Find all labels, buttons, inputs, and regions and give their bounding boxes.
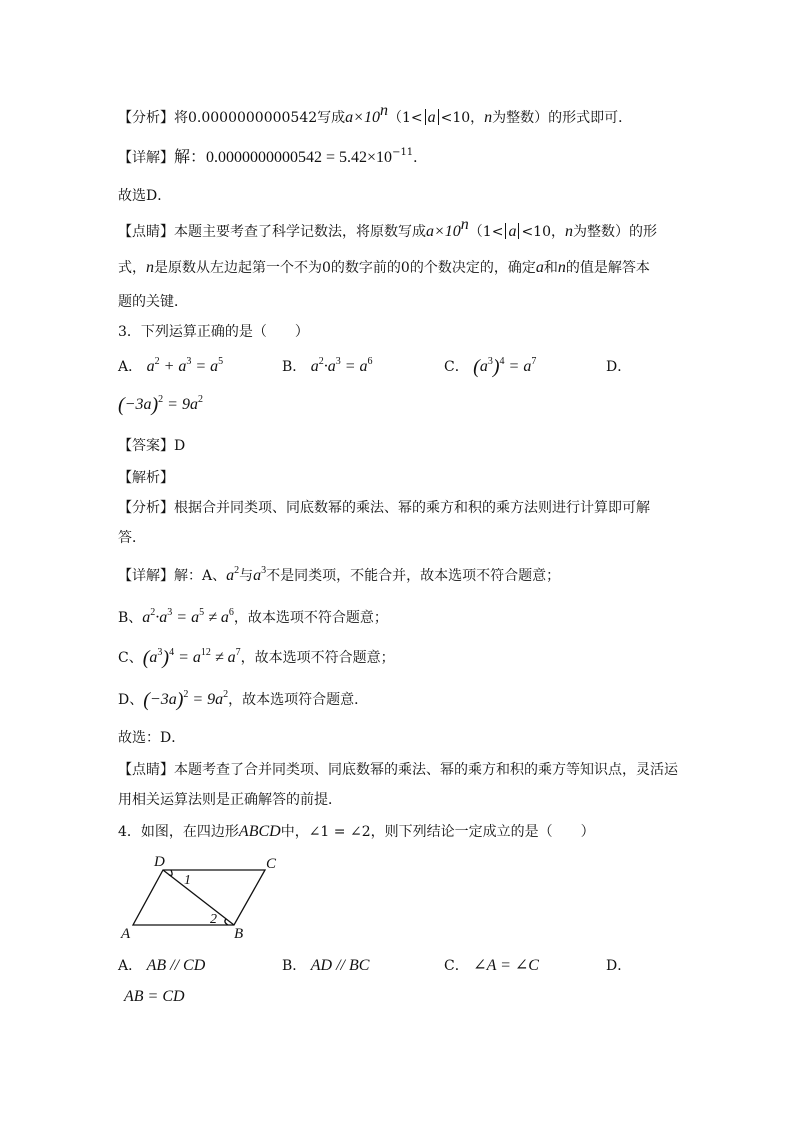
option-label: C．: [444, 359, 469, 375]
q3-detail-c: [118, 648, 395, 668]
label-d: D: [154, 854, 165, 870]
angle-2-arc: [225, 919, 228, 925]
analysis-text: 将0.0000000000542写成: [174, 110, 346, 126]
q3-analysis-line1: 【分析】根据合并同类项、同底数幂的乘法、幂的乘方和积的乘方法则进行计算即可解: [118, 500, 650, 516]
text: C、: [118, 650, 143, 666]
option-label: D．: [606, 359, 632, 375]
comment-tag: 【点睛】: [118, 224, 174, 240]
option-a-text: AB // CD: [146, 957, 206, 974]
math: $a^3$: [253, 565, 267, 584]
quad-name: ABCD: [238, 823, 281, 840]
text: 不是同类项，不能合并，故本选项不符合题意；: [266, 568, 561, 584]
sci-notation-expr: a×10: [426, 223, 461, 240]
label-b: B: [234, 926, 244, 942]
option-d-text: AB = CD: [124, 988, 185, 1005]
option-label: A．: [118, 359, 143, 375]
option-b-expr: $a^2\cdot a^3 = a^6$: [310, 356, 373, 375]
abs-a: a: [427, 109, 436, 126]
detail-end: ．: [413, 150, 428, 166]
option-label: B．: [282, 958, 307, 974]
exponent: n: [460, 216, 469, 233]
q4-option-d-text-line: [124, 986, 185, 1008]
q3-answer: 【答案】D: [118, 438, 186, 454]
q4-option-c: [444, 955, 539, 977]
q2-analysis-line: [118, 102, 633, 128]
option-label: C．: [444, 958, 469, 974]
option-c-expr: $(a^3)^4 = a^7$: [473, 356, 537, 378]
q2-comment-line1: [118, 216, 657, 242]
comment-text: 本题主要考查了科学记数法，将原数写成: [174, 224, 426, 240]
q3-jiexi: 【解析】: [118, 470, 174, 486]
option-label: D．: [606, 958, 632, 974]
q3-comment-line1: 【点睛】本题考查了合并同类项、同底数幂的乘法、幂的乘方和积的乘方等知识点，灵活运: [118, 762, 678, 778]
q3-option-a: [118, 356, 223, 378]
text: 与: [239, 568, 254, 584]
var-a: a: [535, 259, 544, 276]
q4-stem: [118, 822, 595, 842]
text: 中，∠1 = ∠2，则下列结论一定成立的是（ ）: [280, 824, 595, 840]
detail-tag: 【详解】: [118, 568, 174, 584]
text: D、: [118, 692, 144, 708]
sci-notation-expr: a×10: [345, 109, 380, 126]
text: ，故本选项不符合题意；: [233, 610, 388, 626]
condition-open: （1<: [468, 224, 504, 240]
q3-option-d: [606, 356, 631, 378]
text: 式，: [118, 260, 146, 276]
text: B、: [118, 610, 143, 626]
option-c-text: ∠A = ∠C: [473, 957, 539, 974]
angle-2-label: 2: [210, 912, 217, 927]
detail-text: 解：0.0000000000542 = 5.42×10: [174, 149, 393, 166]
q3-option-d-expr: [118, 394, 203, 416]
abs-a: a: [508, 223, 517, 240]
q4-option-d: [606, 955, 631, 977]
text: ，故本选项不符合题意；: [240, 650, 395, 666]
math: $a^2$: [226, 565, 240, 584]
q4-option-a: [118, 955, 205, 977]
q2-detail-line: [118, 148, 427, 168]
label-c: C: [266, 856, 277, 872]
detail-tag: 【详解】: [118, 150, 174, 166]
text: ，故本选项符合题意．: [228, 692, 369, 708]
q4-option-b: [282, 955, 369, 977]
q2-comment-line3: 题的关键．: [118, 294, 188, 310]
var-n: n: [484, 109, 493, 126]
quad-outline: [133, 870, 265, 925]
q3-detail-d: [118, 690, 368, 710]
q3-comment-line2: 用相关运算法则是正确解答的前提．: [118, 792, 342, 808]
text: 的值是解答本: [565, 260, 650, 276]
option-label: B．: [282, 359, 307, 375]
q3-option-c: [444, 356, 536, 378]
q3-detail-b: [118, 608, 388, 628]
angle-1-arc: [169, 870, 172, 875]
var-n: n: [557, 259, 566, 276]
q3-option-b: [282, 356, 373, 378]
angle-1-label: 1: [184, 873, 191, 888]
var-n: n: [564, 223, 573, 240]
text: 和: [543, 260, 558, 276]
condition-close: 为整数）的形式即可．: [492, 110, 633, 126]
q3-analysis-line2: 答．: [118, 530, 146, 546]
condition-open: （1<: [387, 110, 423, 126]
text: 4．如图，在四边形: [118, 824, 239, 840]
analysis-tag: 【分析】: [118, 110, 174, 126]
text: 是原数从左边起第一个不为0的数字前的0的个数决定的，确定: [154, 260, 536, 276]
condition-mid: <10，: [521, 224, 565, 240]
option-d-expr: $(-3a)^2 = 9a^2$: [118, 394, 203, 416]
math: $(a^3)^4 = a^{12} \ne a^7$: [142, 647, 241, 669]
q2-comment-line2: [118, 258, 650, 278]
diagonal-db: [163, 870, 234, 925]
condition-mid: <10，: [440, 110, 485, 126]
q2-choose: 故选D．: [118, 188, 172, 204]
option-b-text: AD // BC: [310, 957, 370, 974]
exponent: −11: [392, 147, 414, 158]
exponent: n: [379, 102, 388, 119]
condition-close: 为整数）的形: [572, 224, 657, 240]
math: $(-3a)^2 = 9a^2$: [143, 689, 229, 711]
q3-choose: 故选：D．: [118, 730, 186, 746]
text: 解：A、: [174, 568, 227, 584]
q3-stem: 3．下列运算正确的是（ ）: [118, 324, 309, 340]
option-label: A．: [118, 958, 143, 974]
label-a: A: [121, 926, 131, 942]
var-n: n: [146, 259, 154, 276]
q3-detail-a: [118, 566, 560, 586]
math: $a^2\cdot a^3 = a^5 \ne a^6$: [142, 607, 234, 626]
option-a-expr: $a^2 + a^3 = a^5$: [146, 356, 224, 375]
